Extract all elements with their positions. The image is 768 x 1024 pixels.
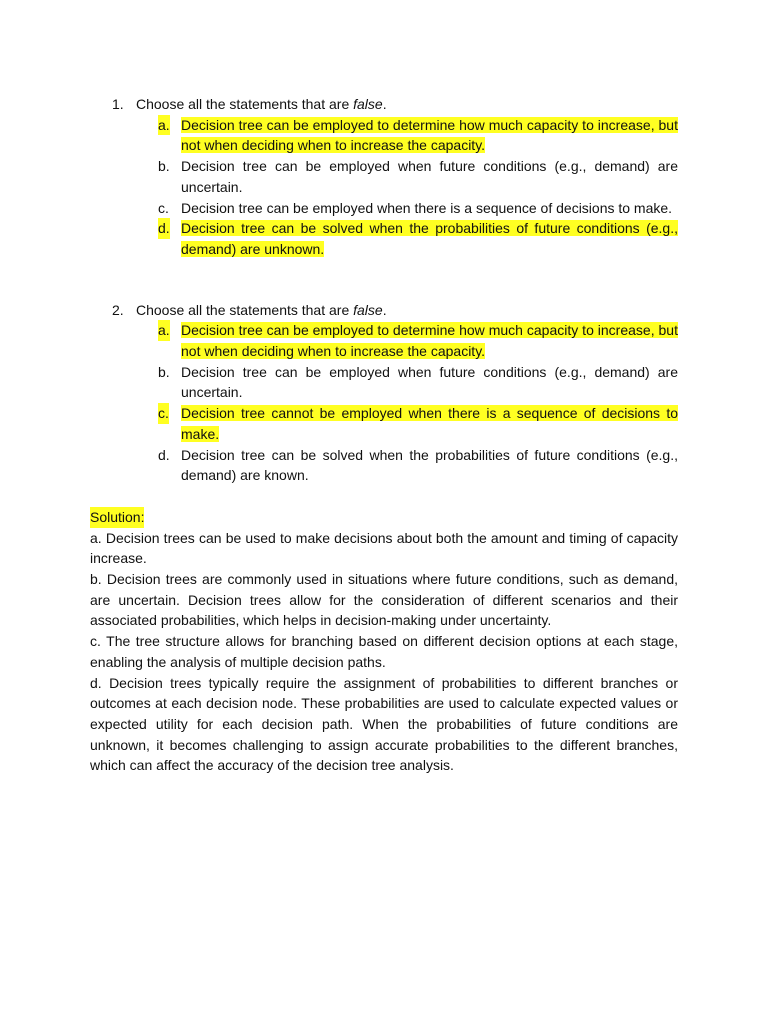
- option-text: Decision tree can be employed to determine how much capacity to increase, but not when deciding when to increase the capacity.: [181, 322, 678, 360]
- option-text: Decision tree can be solved when the probabilities of future conditions (e.g., demand) are unknown.: [181, 220, 678, 257]
- option-text: Decision tree can be employed when there is a sequence of decisions to make.: [181, 199, 673, 216]
- stem-period: .: [382, 96, 387, 112]
- spacer: [90, 260, 678, 300]
- option-letter: d.: [158, 218, 170, 239]
- option-a: [136, 115, 678, 156]
- question-2: [90, 300, 678, 486]
- solution-section: [90, 507, 678, 776]
- solution-paragraph-a: a. Decision trees can be used to make decisions about both the amount and timing of capacity increase.: [90, 529, 678, 567]
- option-d: [136, 445, 678, 486]
- option-letter: c.: [158, 403, 169, 424]
- question-stem: [136, 94, 678, 115]
- question-number: 1.: [112, 96, 124, 112]
- option-letter: a.: [158, 320, 170, 341]
- option-letter: d.: [158, 446, 170, 463]
- option-letter: b.: [158, 158, 170, 175]
- stem-text: Choose all the statements that are: [136, 301, 354, 318]
- option-b: [136, 156, 678, 197]
- question-stem: [136, 300, 678, 321]
- spacer: [90, 486, 678, 507]
- option-d: [136, 218, 678, 259]
- solution-paragraph-b: b. Decision trees are commonly used in situations where future conditions, such as demand, are uncertain. Decision trees allow for the consideration of different scenarios and their associated probabilities, which helps in decision-making under uncertainty.: [90, 571, 678, 629]
- solution-title: Solution:: [90, 507, 144, 528]
- stem-text: Choose all the statements that are: [136, 96, 354, 112]
- option-text: Decision tree can be employed when future conditions (e.g., demand) are uncertain.: [181, 363, 678, 401]
- stem-emphasis: false: [353, 96, 383, 112]
- options-list: [136, 115, 678, 260]
- stem-emphasis: false: [353, 301, 383, 318]
- option-c: [136, 403, 678, 444]
- option-letter: a.: [158, 115, 170, 136]
- stem-period: .: [382, 301, 387, 318]
- document-page: [90, 94, 678, 776]
- question-1: [90, 94, 678, 260]
- solution-paragraph-c: c. The tree structure allows for branching based on different decision options at each stage, enabling the analysis of multiple decision paths.: [90, 633, 678, 670]
- option-c: [136, 198, 678, 219]
- option-b: [136, 362, 678, 403]
- option-text: Decision tree cannot be employed when there is a sequence of decisions to make.: [181, 405, 678, 442]
- option-a: [136, 320, 678, 361]
- solution-paragraph-d: d. Decision trees typically require the assignment of probabilities to different branches or outcomes at each decision node. These probabilities are used to calculate expected values or expected utility for each decision path. When the probabilities of future conditions are unknown, it becomes challenging to assign accurate probabilities to the different branches, which can affect the accuracy of the decision tree analysis.: [90, 674, 678, 774]
- options-list: [136, 320, 678, 486]
- option-letter: b.: [158, 363, 170, 380]
- option-letter: c.: [158, 199, 169, 216]
- question-number: 2.: [112, 301, 124, 318]
- option-text: Decision tree can be employed to determine how much capacity to increase, but not when deciding when to increase the capacity.: [181, 116, 678, 154]
- option-text: Decision tree can be employed when future conditions (e.g., demand) are uncertain.: [181, 158, 678, 195]
- option-text: Decision tree can be solved when the probabilities of future conditions (e.g., demand) are known.: [181, 446, 678, 484]
